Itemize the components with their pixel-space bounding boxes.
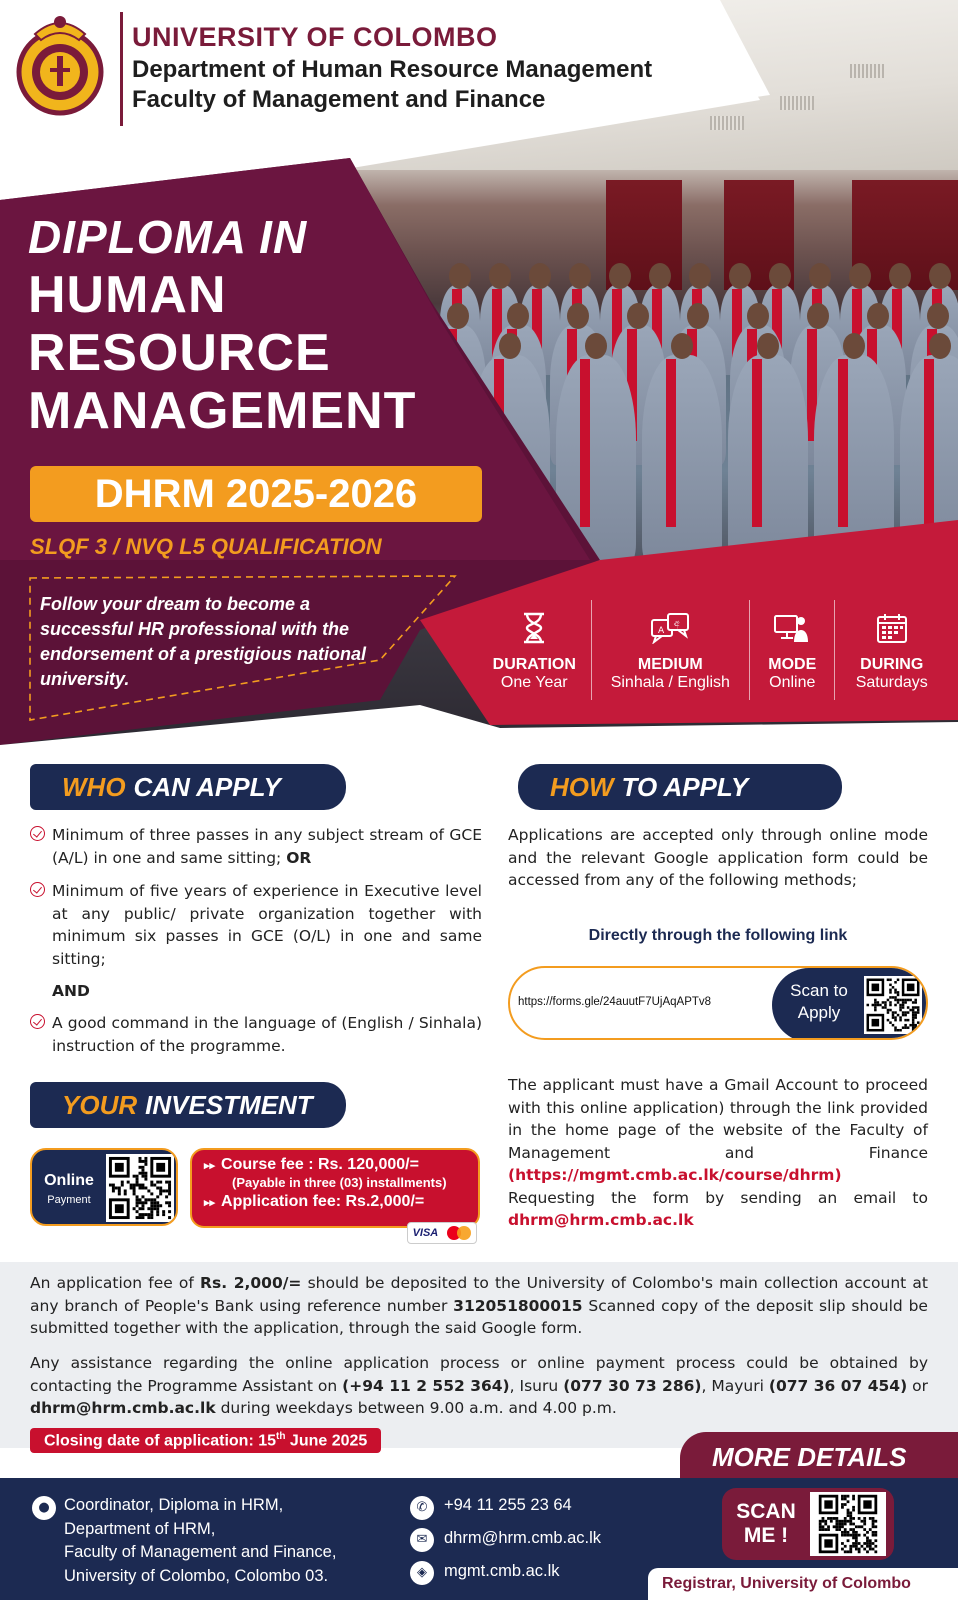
assistance-email-link[interactable]: dhrm@hrm.cmb.ac.lk <box>30 1399 216 1417</box>
programme-code-badge: DHRM 2025-2026 <box>30 466 482 522</box>
apply-intro: Applications are accepted only through online mode and the relevant Google application form could be accessed from any of the following methods; <box>508 826 928 889</box>
application-form-link[interactable]: https://forms.gle/24auutF7UjAqAPTv8 <box>518 996 712 1008</box>
university-logo <box>15 10 105 118</box>
svg-text:A: A <box>658 626 665 636</box>
fact-duration: DURATION One Year <box>478 600 592 700</box>
apply-qr-code[interactable] <box>864 976 922 1034</box>
coordinator-address: Coordinator, Diploma in HRM, Department of HRM, Faculty of Management and Finance, University of Colombo, Colombo 03. <box>64 1496 337 1585</box>
language-icon <box>592 606 750 650</box>
fee-details: ▸▸ Course fee : Rs. 120,000/= (Payable in three (03) installments) ▸▸ Application fee: Rs.2,000/= <box>190 1148 480 1228</box>
direct-link-label: Directly through the following link <box>588 927 848 944</box>
double-arrow-icon: ▸▸ <box>204 1160 216 1172</box>
gmail-instructions: The applicant must have a Gmail Account to proceed with this online application) through the link provided in the home page of the website of the Faculty of Management and Finance (https://mgmt.cmb.ac.lk/course/dhrm) Requesting the form by sending an email to dhrm@hrm.cmb.ac.lk <box>508 1076 928 1229</box>
more-details-tab: MORE DETAILS <box>680 1432 958 1482</box>
fact-mode: MODE Online <box>750 600 835 700</box>
double-arrow-icon: ▸▸ <box>204 1197 216 1209</box>
university-name: UNIVERSITY OF COLOMBO <box>132 22 498 52</box>
qualification-level: SLQF 3 / NVQ L5 QUALIFICATION <box>30 534 382 559</box>
apply-email-link[interactable]: dhrm@hrm.cmb.ac.lk <box>508 1211 694 1229</box>
online-payment-box[interactable]: Online Payment <box>30 1148 178 1226</box>
contact-email[interactable]: dhrm@hrm.cmb.ac.lk <box>444 1529 602 1547</box>
check-circle-icon <box>30 826 45 841</box>
svg-text:අ: අ <box>674 619 680 629</box>
contact-website[interactable]: mgmt.cmb.ac.lk <box>444 1562 560 1580</box>
calendar-icon <box>835 606 948 650</box>
hourglass-icon <box>478 606 591 650</box>
check-circle-icon <box>30 1014 45 1029</box>
issuer-registrar: Registrar, University of Colombo <box>648 1568 958 1600</box>
and-label: AND <box>52 982 90 1000</box>
programme-facts <box>478 600 948 700</box>
check-circle-icon <box>30 882 45 897</box>
criterion-al: Minimum of three passes in any subject stream of GCE (A/L) in one and same sitting; OR <box>30 824 482 869</box>
department-name: Department of Human Resource Management <box>132 56 653 83</box>
hero-section <box>0 0 958 760</box>
how-to-apply-heading: HOW TO APPLY <box>518 764 842 810</box>
title-diploma-in: DIPLOMA IN <box>28 211 308 263</box>
criterion-experience: Minimum of five years of experience in Executive level at any public/ private organization together with minimum six passes in GCE (O/L) in one and same sitting; <box>30 880 482 970</box>
payment-cards <box>407 1222 477 1244</box>
application-link-box[interactable]: https://forms.gle/24auutF7UjAqAPTv8 Scan to Apply <box>508 966 928 1040</box>
contact-phone[interactable]: +94 11 255 23 64 <box>444 1496 572 1514</box>
who-can-apply-heading: WHO CAN APPLY <box>30 764 346 810</box>
investment-heading: YOUR INVESTMENT <box>30 1082 346 1128</box>
location-pin-icon: ● <box>32 1496 56 1520</box>
faculty-name: Faculty of Management and Finance <box>132 86 546 113</box>
fact-during: DURING Saturdays <box>835 600 948 700</box>
faculty-course-link[interactable]: (https://mgmt.cmb.ac.lk/course/dhrm) <box>508 1166 842 1184</box>
fact-medium: A අ MEDIUM Sinhala / English <box>592 600 751 700</box>
mastercard-logo <box>447 1226 471 1240</box>
assistance-paragraph: Any assistance regarding the online application process or online payment process could be obtained by contacting the Programme Assistant on (+94 11 2 552 364), Isuru (077 30 73 286), Mayuri (077 36 07 454) or dhrm@hrm.cmb.ac.lk during weekdays between 9.00 a.m. and 4.00 p.m. <box>30 1354 929 1417</box>
criterion-language: A good command in the language of (English / Sinhala) instruction of the programme. <box>30 1012 482 1057</box>
more-details-qr-code[interactable] <box>810 1492 886 1556</box>
visa-logo: VISA <box>412 1227 439 1239</box>
online-teacher-icon <box>750 606 834 650</box>
closing-date-badge: Closing date of application: 15th June 2025 <box>30 1428 381 1453</box>
programme-title: HUMAN RESOURCE MANAGEMENT <box>28 266 417 440</box>
deposit-paragraph: An application fee of Rs. 2,000/= should be deposited to the University of Colombo's main collection account at any branch of People's Bank using reference number 312051800015 Scanned copy of the deposit slip should be submitted together with the application, through the said Google form. <box>30 1274 928 1337</box>
phone-icon: ✆ <box>410 1496 434 1520</box>
scan-me-box[interactable]: SCAN ME ! <box>722 1488 894 1560</box>
tagline: Follow your dream to become a successful HR professional with the endorsement of a prestigious national university. <box>40 594 367 689</box>
globe-icon: ◈ <box>410 1561 434 1585</box>
payment-qr-code[interactable] <box>106 1154 174 1222</box>
envelope-icon: ✉ <box>410 1528 434 1552</box>
